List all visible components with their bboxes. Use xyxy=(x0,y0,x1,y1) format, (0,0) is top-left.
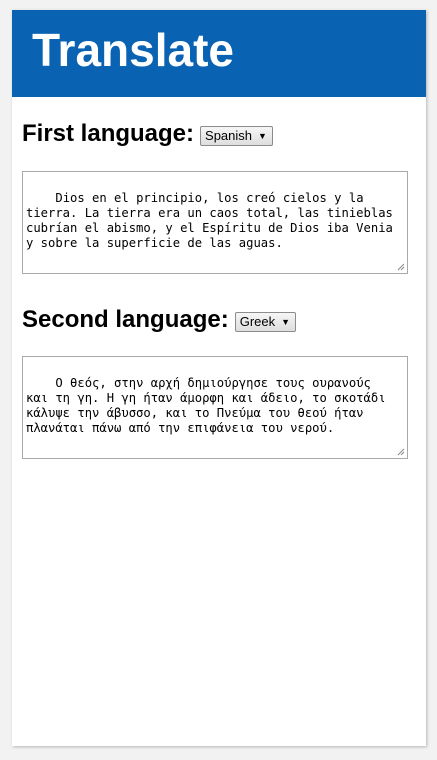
app-card xyxy=(12,10,426,746)
resize-grip-icon[interactable] xyxy=(397,448,405,456)
first-language-selected: Spanish xyxy=(205,128,253,143)
caret-down-icon: ▼ xyxy=(281,316,291,327)
first-language-select[interactable] xyxy=(200,126,273,146)
first-language-text: Dios en el principio, los creó cielos y la tierra. La tierra era un caos total, las tinieblas cubrían el abismo, y el Espíritu de Dios iba Venia y sobre la superficie de las aguas. xyxy=(26,191,401,250)
caret-down-icon: ▼ xyxy=(258,130,267,141)
second-language-textarea[interactable] xyxy=(22,356,408,459)
first-language-textarea[interactable] xyxy=(22,171,408,274)
second-language-label: Second language: xyxy=(22,306,229,333)
second-language-selected: Greek xyxy=(239,314,276,329)
resize-grip-icon[interactable] xyxy=(397,263,405,271)
app-header xyxy=(12,10,426,97)
first-language-label: First language: xyxy=(22,120,195,147)
second-language-select[interactable] xyxy=(235,312,296,332)
app-title: Translate xyxy=(32,24,234,76)
first-language-row xyxy=(22,119,273,149)
second-language-text: Ο θεός, στην αρχή δημιούργησε τους ουρανούς και τη γη. Η γη ήταν άμορφη και άδειο, το σκοτάδι κάλυψε την άβυσσο, και το Πνεύμα του θεού ήταν πλανάται πάνω από την επιφάνεια του νερού. xyxy=(26,376,393,435)
second-language-row xyxy=(22,305,296,335)
